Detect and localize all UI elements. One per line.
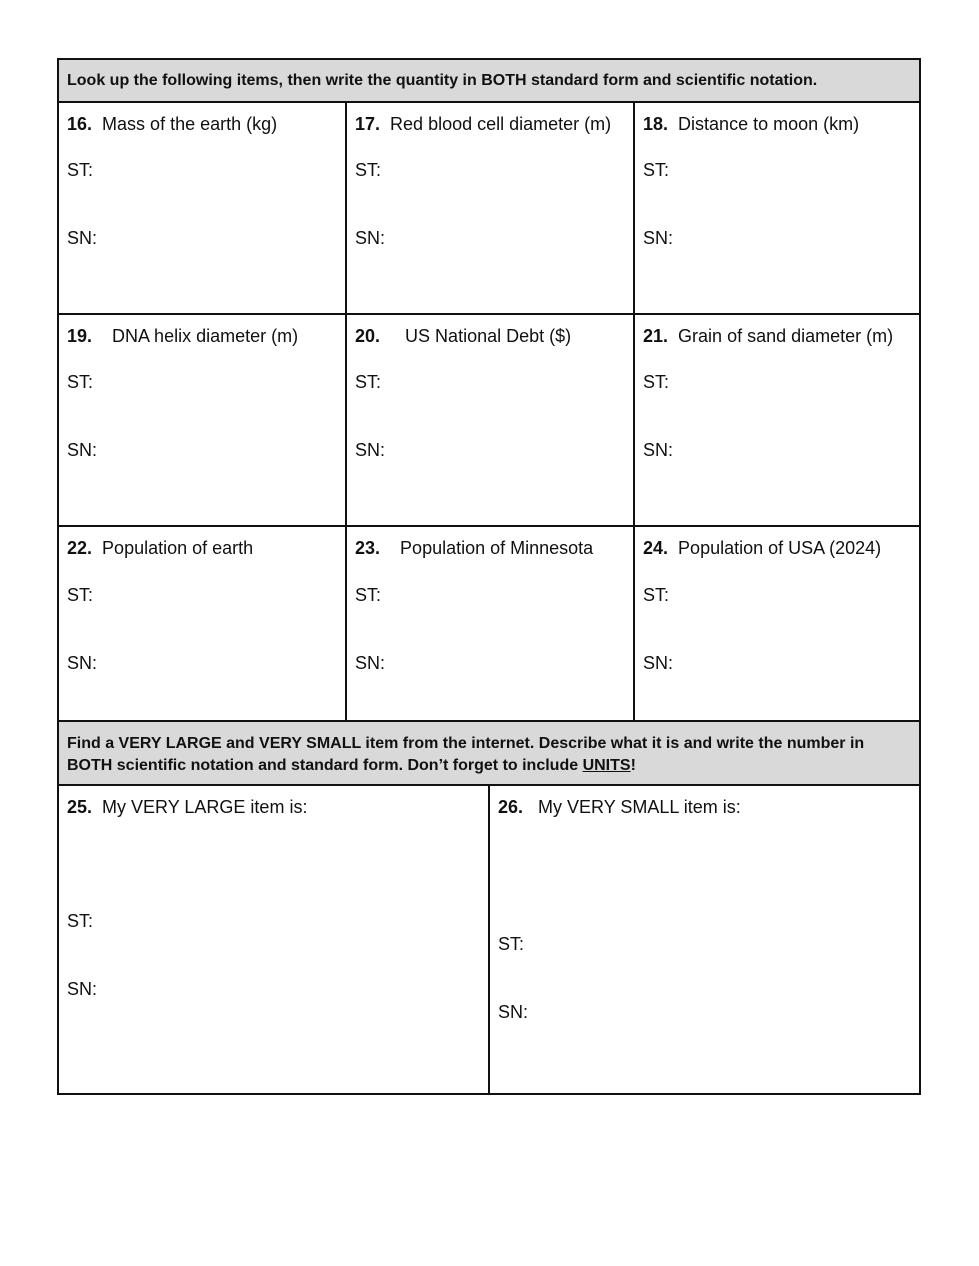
sn-label: SN:: [67, 653, 98, 673]
question-title-22: [67, 537, 337, 559]
question-title-19: [67, 325, 337, 347]
st-label: ST:: [643, 372, 670, 392]
question-cell-17[interactable]: [347, 103, 635, 313]
question-number: 16.: [67, 114, 93, 134]
question-number: 21.: [643, 326, 669, 346]
question-cell-18[interactable]: [635, 103, 919, 313]
question-title-17: [355, 113, 625, 135]
st-label: ST:: [643, 160, 670, 180]
sn-label: SN:: [67, 228, 98, 248]
question-number: 26.: [498, 797, 524, 817]
question-cell-22[interactable]: [59, 527, 347, 720]
question-title-23: [355, 537, 625, 559]
st-label: ST:: [67, 372, 94, 392]
question-number: 22.: [67, 538, 93, 558]
worksheet-table: [57, 58, 921, 1095]
question-text: US National Debt ($): [405, 326, 572, 346]
question-text: DNA helix diameter (m): [112, 326, 299, 346]
questions-row-1: [59, 103, 919, 315]
sn-label: SN:: [643, 653, 674, 673]
question-cell-24[interactable]: [635, 527, 919, 720]
instructions-middle-end: !: [630, 757, 636, 774]
st-label: ST:: [67, 160, 94, 180]
question-title-18: [643, 113, 911, 135]
question-number: 24.: [643, 538, 669, 558]
question-title-26: [498, 796, 911, 818]
sn-label: SN:: [498, 1002, 529, 1022]
questions-grid: [59, 103, 919, 720]
sn-label: SN:: [67, 440, 98, 460]
st-label: ST:: [355, 372, 382, 392]
question-number: 17.: [355, 114, 381, 134]
question-text: Population of earth: [102, 538, 254, 558]
questions-row-3: [59, 527, 919, 720]
question-title-20: [355, 325, 625, 347]
question-title-21: [643, 325, 911, 347]
st-label: ST:: [355, 160, 382, 180]
sn-label: SN:: [643, 228, 674, 248]
question-cell-26[interactable]: [490, 786, 919, 1093]
st-label: ST:: [355, 585, 382, 605]
question-number: 20.: [355, 326, 381, 346]
sn-label: SN:: [643, 440, 674, 460]
question-cell-23[interactable]: [347, 527, 635, 720]
units-emphasis: UNITS: [582, 757, 631, 774]
sn-label: SN:: [355, 228, 386, 248]
instructions-banner-middle: [59, 720, 919, 786]
question-text: Distance to moon (km): [678, 114, 860, 134]
question-text: Population of Minnesota: [400, 538, 594, 558]
sn-label: SN:: [67, 979, 98, 999]
sn-label: SN:: [355, 440, 386, 460]
instructions-top-text: Look up the following items, then write the quantity in BOTH standard form and scientific notation.: [67, 72, 818, 89]
question-cell-20[interactable]: [347, 315, 635, 525]
instructions-banner-top: [59, 60, 919, 103]
question-text: Mass of the earth (kg): [102, 114, 278, 134]
question-text: My VERY SMALL item is:: [538, 797, 741, 817]
question-number: 18.: [643, 114, 669, 134]
st-label: ST:: [67, 911, 94, 931]
question-cell-21[interactable]: [635, 315, 919, 525]
sn-label: SN:: [355, 653, 386, 673]
instructions-middle-text: Find a VERY LARGE and VERY SMALL item from the internet. Describe what it is and write the number in BOTH scientific notation and standard form. Don’t forget to include: [67, 735, 865, 774]
question-text: Population of USA (2024): [678, 538, 882, 558]
question-number: 23.: [355, 538, 381, 558]
question-title-25: [67, 796, 480, 818]
questions-row-2: [59, 315, 919, 527]
question-cell-16[interactable]: [59, 103, 347, 313]
large-small-section: [59, 786, 919, 1093]
st-label: ST:: [498, 934, 525, 954]
question-title-16: [67, 113, 337, 135]
question-number: 19.: [67, 326, 93, 346]
question-number: 25.: [67, 797, 93, 817]
question-title-24: [643, 537, 911, 559]
question-text: Red blood cell diameter (m): [390, 114, 612, 134]
question-cell-25[interactable]: [59, 786, 490, 1093]
question-text: Grain of sand diameter (m): [678, 326, 894, 346]
st-label: ST:: [67, 585, 94, 605]
question-cell-19[interactable]: [59, 315, 347, 525]
question-text: My VERY LARGE item is:: [102, 797, 308, 817]
st-label: ST:: [643, 585, 670, 605]
